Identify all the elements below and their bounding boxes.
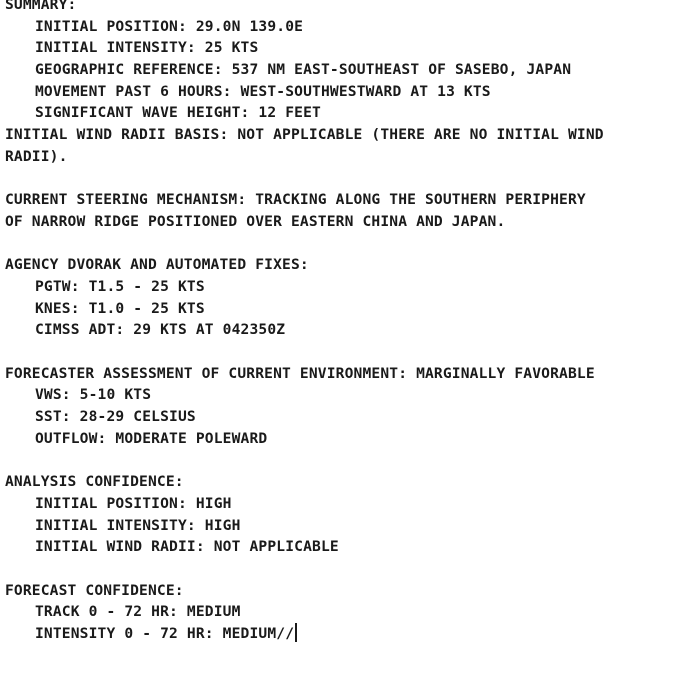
wind-radii-basis-line-2: RADII).	[5, 147, 68, 165]
outflow-line: OUTFLOW: MODERATE POLEWARD	[35, 429, 268, 447]
warning-text-document	[5, 0, 695, 645]
blank-line	[5, 233, 695, 255]
wind-radii-basis-line-1: INITIAL WIND RADII BASIS: NOT APPLICABLE (THERE ARE NO INITIAL WIND	[5, 126, 604, 144]
forecast-intensity-line[interactable]	[5, 623, 695, 645]
geographic-reference-line: GEOGRAPHIC REFERENCE: 537 NM EAST-SOUTHEAST OF SASEBO, JAPAN	[35, 61, 572, 79]
summary-heading: SUMMARY:	[5, 0, 77, 13]
text-cursor	[295, 623, 297, 642]
forecast-intensity-text: INTENSITY 0 - 72 HR: MEDIUM//	[35, 624, 295, 642]
blank-line	[5, 558, 695, 580]
blank-line	[5, 168, 695, 190]
steering-mechanism-line-1: CURRENT STEERING MECHANISM: TRACKING ALONG THE SOUTHERN PERIPHERY	[5, 191, 586, 209]
environment-heading: FORECASTER ASSESSMENT OF CURRENT ENVIRONMENT: MARGINALLY FAVORABLE	[5, 364, 595, 382]
knes-fix-line: KNES: T1.0 - 25 KTS	[35, 299, 205, 317]
vws-line: VWS: 5-10 KTS	[35, 386, 152, 404]
cimss-adt-line: CIMSS ADT: 29 KTS AT 042350Z	[35, 321, 286, 339]
analysis-intensity-line: INITIAL INTENSITY: HIGH	[35, 516, 241, 534]
fixes-heading: AGENCY DVORAK AND AUTOMATED FIXES:	[5, 256, 309, 274]
steering-mechanism-line-2: OF NARROW RIDGE POSITIONED OVER EASTERN CHINA AND JAPAN.	[5, 212, 506, 230]
blank-line	[5, 449, 695, 471]
wave-height-line: SIGNIFICANT WAVE HEIGHT: 12 FEET	[35, 104, 321, 122]
initial-position-line: INITIAL POSITION: 29.0N 139.0E	[35, 17, 304, 35]
blank-line	[5, 341, 695, 363]
analysis-position-line: INITIAL POSITION: HIGH	[35, 494, 232, 512]
pgtw-fix-line: PGTW: T1.5 - 25 KTS	[35, 277, 205, 295]
analysis-wind-radii-line: INITIAL WIND RADII: NOT APPLICABLE	[35, 538, 339, 556]
initial-intensity-line: INITIAL INTENSITY: 25 KTS	[35, 39, 259, 57]
analysis-confidence-heading: ANALYSIS CONFIDENCE:	[5, 473, 184, 491]
forecast-track-line: TRACK 0 - 72 HR: MEDIUM	[35, 603, 241, 621]
movement-line: MOVEMENT PAST 6 HOURS: WEST-SOUTHWESTWARD AT 13 KTS	[35, 82, 491, 100]
sst-line: SST: 28-29 CELSIUS	[35, 408, 196, 426]
forecast-confidence-heading: FORECAST CONFIDENCE:	[5, 581, 184, 599]
